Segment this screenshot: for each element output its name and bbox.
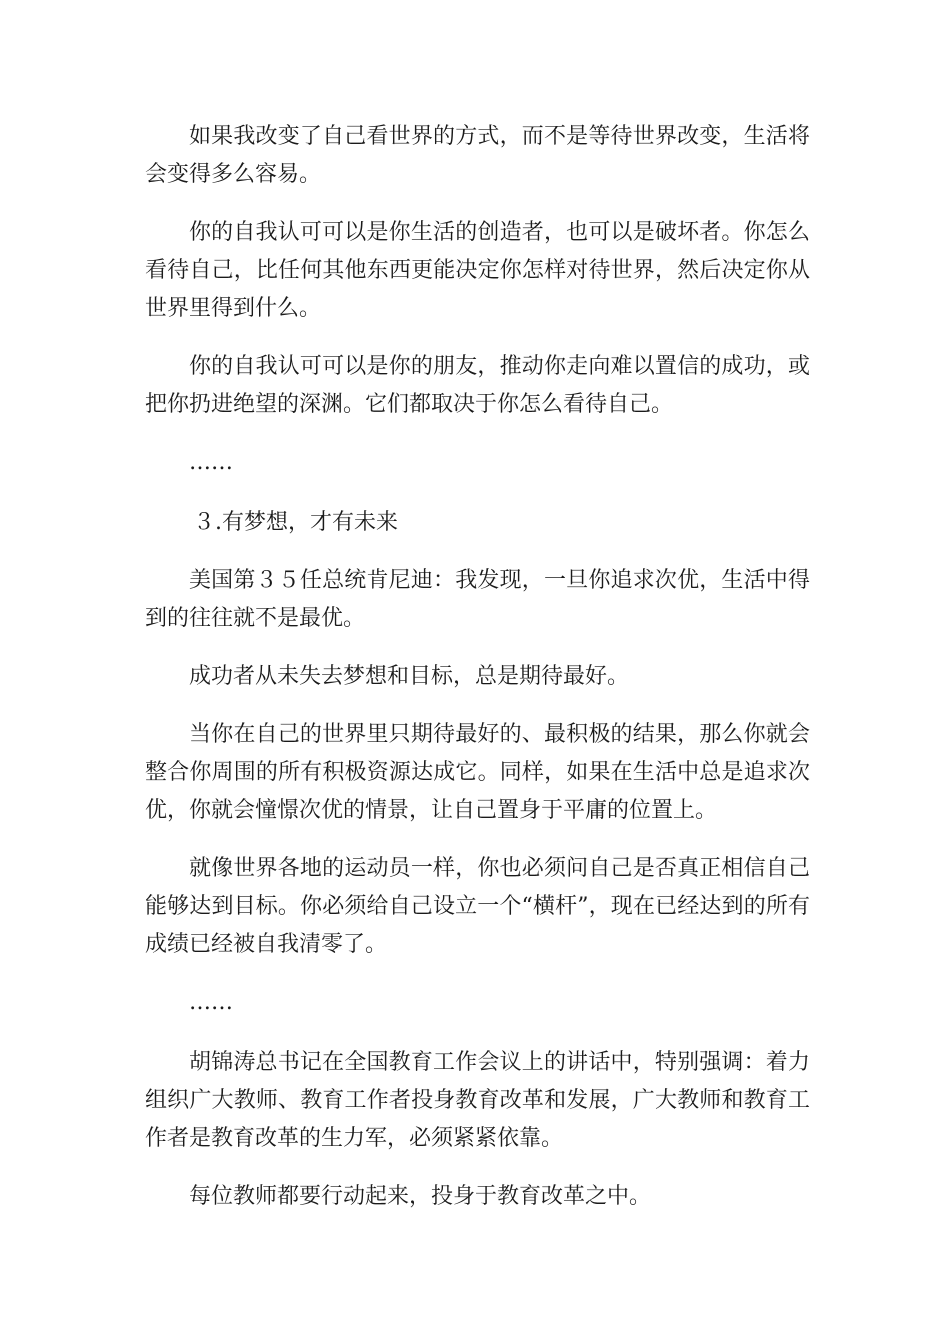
document-body — [145, 118, 810, 1236]
paragraph-athletes: 就像世界各地的运动员一样，你也必须问自己是否真正相信自己能够达到目标。你必须给自己设立一个“横杆”，现在已经达到的所有成绩已经被自我清零了。 — [145, 856, 810, 957]
paragraph-teachers-action: 每位教师都要行动起来，投身于教育改革之中。 — [189, 1184, 652, 1209]
paragraph-self-recognition-creator: 你的自我认可可以是你生活的创造者，也可以是破坏者。你怎么看待自己，比任何其他东西更能决定你怎样对待世界，然后决定你从世界里得到什么。 — [145, 220, 810, 321]
paragraph-worldview: 如果我改变了自己看世界的方式，而不是等待世界改变，生活将会变得多么容易。 — [145, 124, 810, 187]
paragraph-kennedy-quote: 美国第３５任总统肯尼迪：我发现，一旦你追求次优，生活中得到的往往就不是最优。 — [145, 568, 810, 631]
paragraph-successful-people: 成功者从未失去梦想和目标，总是期待最好。 — [189, 664, 630, 689]
paragraph-expect-best: 当你在自己的世界里只期待最好的、最积极的结果，那么你就会整合你周围的所有积极资源达成它。同样，如果在生活中总是追求次优，你就会憧憬次优的情景，让自己置身于平庸的位置上。 — [145, 722, 810, 823]
section-heading-dreams: ３.有梦想，才有未来 — [193, 510, 398, 535]
paragraph-self-recognition-friend: 你的自我认可可以是你的朋友，推动你走向难以置信的成功，或把你扔进绝望的深渊。它们都取决于你怎么看待自己。 — [145, 354, 810, 417]
ellipsis-separator: …… — [189, 990, 233, 1015]
ellipsis-separator: …… — [189, 450, 233, 475]
paragraph-education-conference: 胡锦涛总书记在全国教育工作会议上的讲话中，特别强调：着力组织广大教师、教育工作者投身教育改革和发展，广大教师和教育工作者是教育改革的生力军，必须紧紧依靠。 — [145, 1050, 810, 1151]
